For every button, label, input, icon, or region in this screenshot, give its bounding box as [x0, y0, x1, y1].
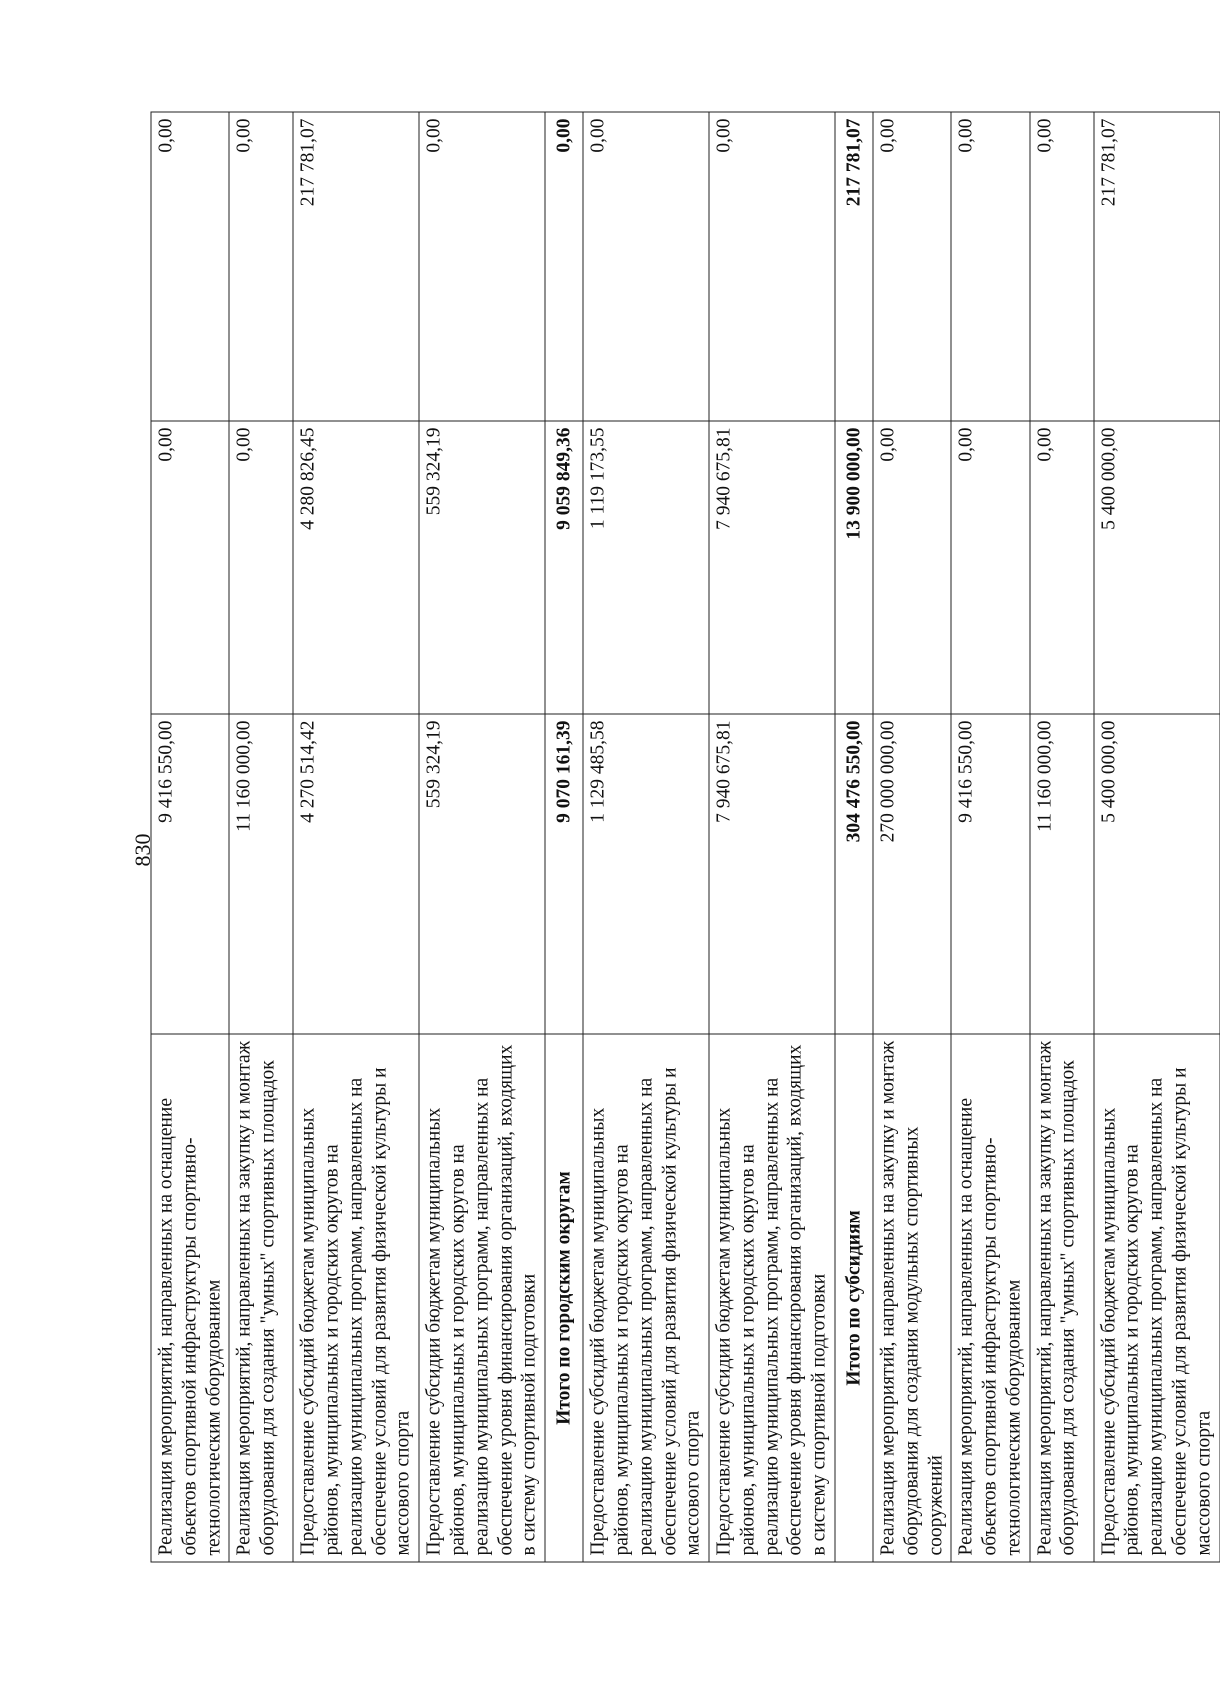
value-cell-1: 11 160 000,00 — [229, 714, 293, 1034]
row-description: Реализация мероприятий, направленных на оснащение объектов спортивной инфраструктуры спортивно-технологическим оборудованием — [151, 1034, 229, 1562]
total-value-1: 9 070 161,39 — [545, 714, 583, 1034]
total-row — [545, 112, 583, 1562]
value-cell-2: 4 280 826,45 — [293, 421, 419, 714]
table-row — [951, 112, 1029, 1562]
total-value-1: 304 476 550,00 — [834, 714, 872, 1034]
value-cell-3: 217 781,07 — [293, 112, 419, 421]
table-row — [709, 112, 835, 1562]
row-description: Предоставление субсидий бюджетам муниципальных районов, муниципальных и городских округов на реализацию муниципальных программ, направленных на обеспечение условий для развития физической культуры и массового спорта — [1093, 1034, 1219, 1562]
value-cell-2: 1 119 173,55 — [583, 421, 709, 714]
value-cell-3: 0,00 — [583, 112, 709, 421]
row-description: Предоставление субсидий бюджетам муниципальных районов, муниципальных и городских округов на реализацию муниципальных программ, направленных на обеспечение условий для развития физической культуры и массового спорта — [583, 1034, 709, 1562]
total-value-3: 0,00 — [545, 112, 583, 421]
value-cell-2: 0,00 — [951, 421, 1029, 714]
page-number: 830 — [130, 833, 155, 867]
table-row — [1029, 112, 1093, 1562]
value-cell-3: 0,00 — [419, 112, 545, 421]
table-row — [583, 112, 709, 1562]
row-description: Реализация мероприятий, направленных на закупку и монтаж оборудования для создания "умных" спортивных площадок — [1029, 1034, 1093, 1562]
total-value-2: 13 900 000,00 — [834, 421, 872, 714]
row-description: Предоставление субсидии бюджетам муниципальных районов, муниципальных и городских округов на реализацию муниципальных программ, направленных на обеспечение уровня финансирования организаций, входящих в систему спортивной подготовки — [709, 1034, 835, 1562]
value-cell-1: 9 416 550,00 — [951, 714, 1029, 1034]
value-cell-1: 7 940 675,81 — [709, 714, 835, 1034]
value-cell-2: 0,00 — [1029, 421, 1093, 714]
row-description: Предоставление субсидий бюджетам муниципальных районов, муниципальных и городских округов на реализацию муниципальных программ, направленных на обеспечение условий для развития физической культуры и массового спорта — [293, 1034, 419, 1562]
value-cell-1: 559 324,19 — [419, 714, 545, 1034]
value-cell-2: 0,00 — [151, 421, 229, 714]
row-description: Реализация мероприятий, направленных на закупку и монтаж оборудования для создания модульных спортивных сооружений — [872, 1034, 950, 1562]
total-label: Итого по субсидиям — [834, 1034, 872, 1562]
value-cell-3: 0,00 — [872, 112, 950, 421]
value-cell-1: 4 270 514,42 — [293, 714, 419, 1034]
value-cell-1: 9 416 550,00 — [151, 714, 229, 1034]
value-cell-2: 5 400 000,00 — [1093, 421, 1219, 714]
table-row — [872, 112, 950, 1562]
value-cell-2: 7 940 675,81 — [709, 421, 835, 714]
value-cell-2: 0,00 — [872, 421, 950, 714]
table-row — [151, 112, 229, 1562]
row-description: Предоставление субсидии бюджетам муниципальных районов, муниципальных и городских округов на реализацию муниципальных программ, направленных на обеспечение уровня финансирования организаций, входящих в систему спортивной подготовки — [419, 1034, 545, 1562]
value-cell-1: 1 129 485,58 — [583, 714, 709, 1034]
value-cell-2: 559 324,19 — [419, 421, 545, 714]
value-cell-2: 0,00 — [229, 421, 293, 714]
value-cell-1: 11 160 000,00 — [1029, 714, 1093, 1034]
value-cell-3: 0,00 — [1029, 112, 1093, 421]
rotated-landscape-table — [150, 112, 1214, 1562]
table-row — [229, 112, 293, 1562]
value-cell-3: 0,00 — [151, 112, 229, 421]
total-value-2: 9 059 849,36 — [545, 421, 583, 714]
value-cell-1: 270 000 000,00 — [872, 714, 950, 1034]
value-cell-3: 0,00 — [709, 112, 835, 421]
value-cell-3: 0,00 — [229, 112, 293, 421]
value-cell-3: 0,00 — [951, 112, 1029, 421]
total-label: Итого по городским округам — [545, 1034, 583, 1562]
row-description: Реализация мероприятий, направленных на закупку и монтаж оборудования для создания "умных" спортивных площадок — [229, 1034, 293, 1562]
table-row — [293, 112, 419, 1562]
row-description: Реализация мероприятий, направленных на оснащение объектов спортивной инфраструктуры спортивно-технологическим оборудованием — [951, 1034, 1029, 1562]
total-value-3: 217 781,07 — [834, 112, 872, 421]
total-row — [834, 112, 872, 1562]
table-row — [1093, 112, 1219, 1562]
value-cell-1: 5 400 000,00 — [1093, 714, 1219, 1034]
subsidy-table — [150, 111, 1220, 1562]
budget-table-container — [150, 112, 1214, 1562]
table-row — [419, 112, 545, 1562]
value-cell-3: 217 781,07 — [1093, 112, 1219, 421]
